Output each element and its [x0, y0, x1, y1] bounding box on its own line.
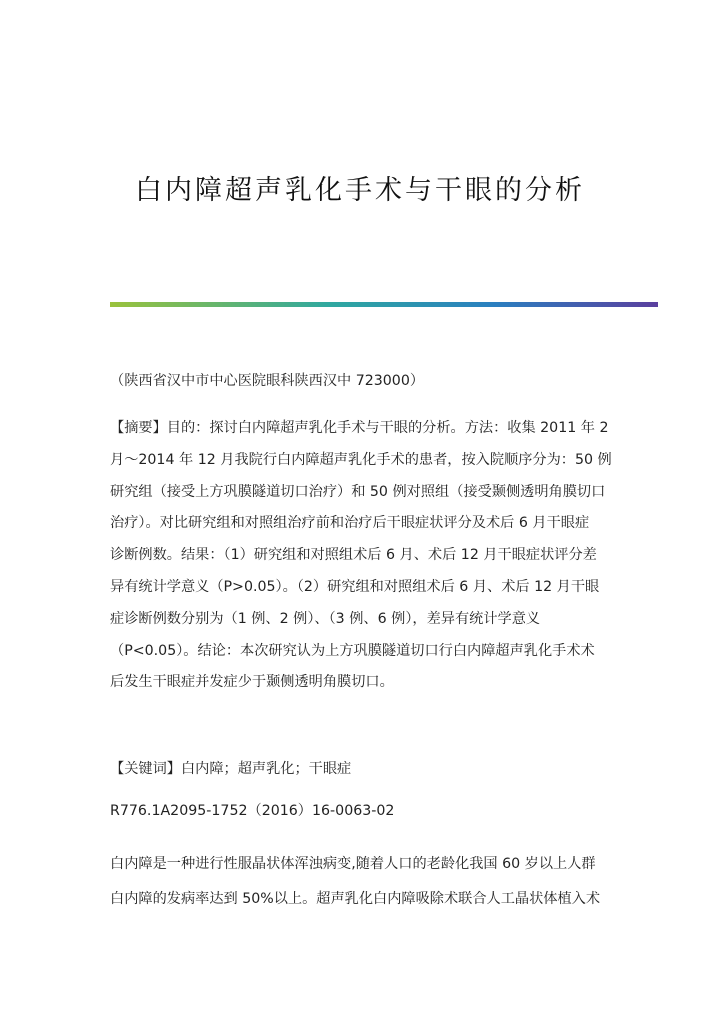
- abstract-line: 研究组（接受上方巩膜隧道切口治疗）和 50 例对照组（接受颞侧透明角膜切口: [110, 483, 606, 500]
- abstract-line: 异有统计学意义（P>0.05）。（2）研究组和对照组术后 6 月、术后 12 月干眼: [110, 578, 600, 595]
- classification-number: R776.1A2095-1752（2016）16-0063-02: [110, 803, 395, 819]
- paper-title: 白内障超声乳化手术与干眼的分析: [135, 175, 585, 206]
- abstract-line: 治疗）。对比研究组和对照组治疗前和治疗后干眼症状评分及术后 6 月干眼症: [110, 515, 590, 532]
- abstract-line: 月～2014 年 12 月我院行白内障超声乳化手术的患者，按入院顺序分为：50 例: [110, 451, 612, 468]
- abstract-line: 诊断例数。结果：（1）研究组和对照组术后 6 月、术后 12 月干眼症状评分差: [110, 547, 597, 564]
- abstract-line: 症诊断例数分别为（1 例、2 例）、（3 例、6 例），差异有统计学意义: [110, 610, 541, 627]
- keywords: 【关键词】白内障；超声乳化；干眼症: [110, 761, 352, 777]
- intro-line: 白内障的发病率达到 50%以上。超声乳化白内障吸除术联合人工晶状体植入术: [110, 891, 601, 907]
- author-affiliation: （陕西省汉中市中心医院眼科陕西汉中 723000）: [110, 373, 425, 389]
- abstract-line: 【摘要】目的：探讨白内障超声乳化手术与干眼的分析。方法：收集 2011 年 2: [110, 420, 609, 436]
- abstract: [110, 413, 610, 699]
- intro-paragraph: [110, 847, 610, 917]
- abstract-line: 后发生干眼症并发症少于颞侧透明角膜切口。: [110, 674, 394, 691]
- title-divider: [110, 302, 658, 307]
- intro-line: 白内障是一种进行性服晶状体浑浊病变,随着人口的老龄化我国 60 岁以上人群: [110, 856, 596, 872]
- abstract-line: （P<0.05）。结论：本次研究认为上方巩膜隧道切口行白内障超声乳化手术术: [110, 642, 595, 659]
